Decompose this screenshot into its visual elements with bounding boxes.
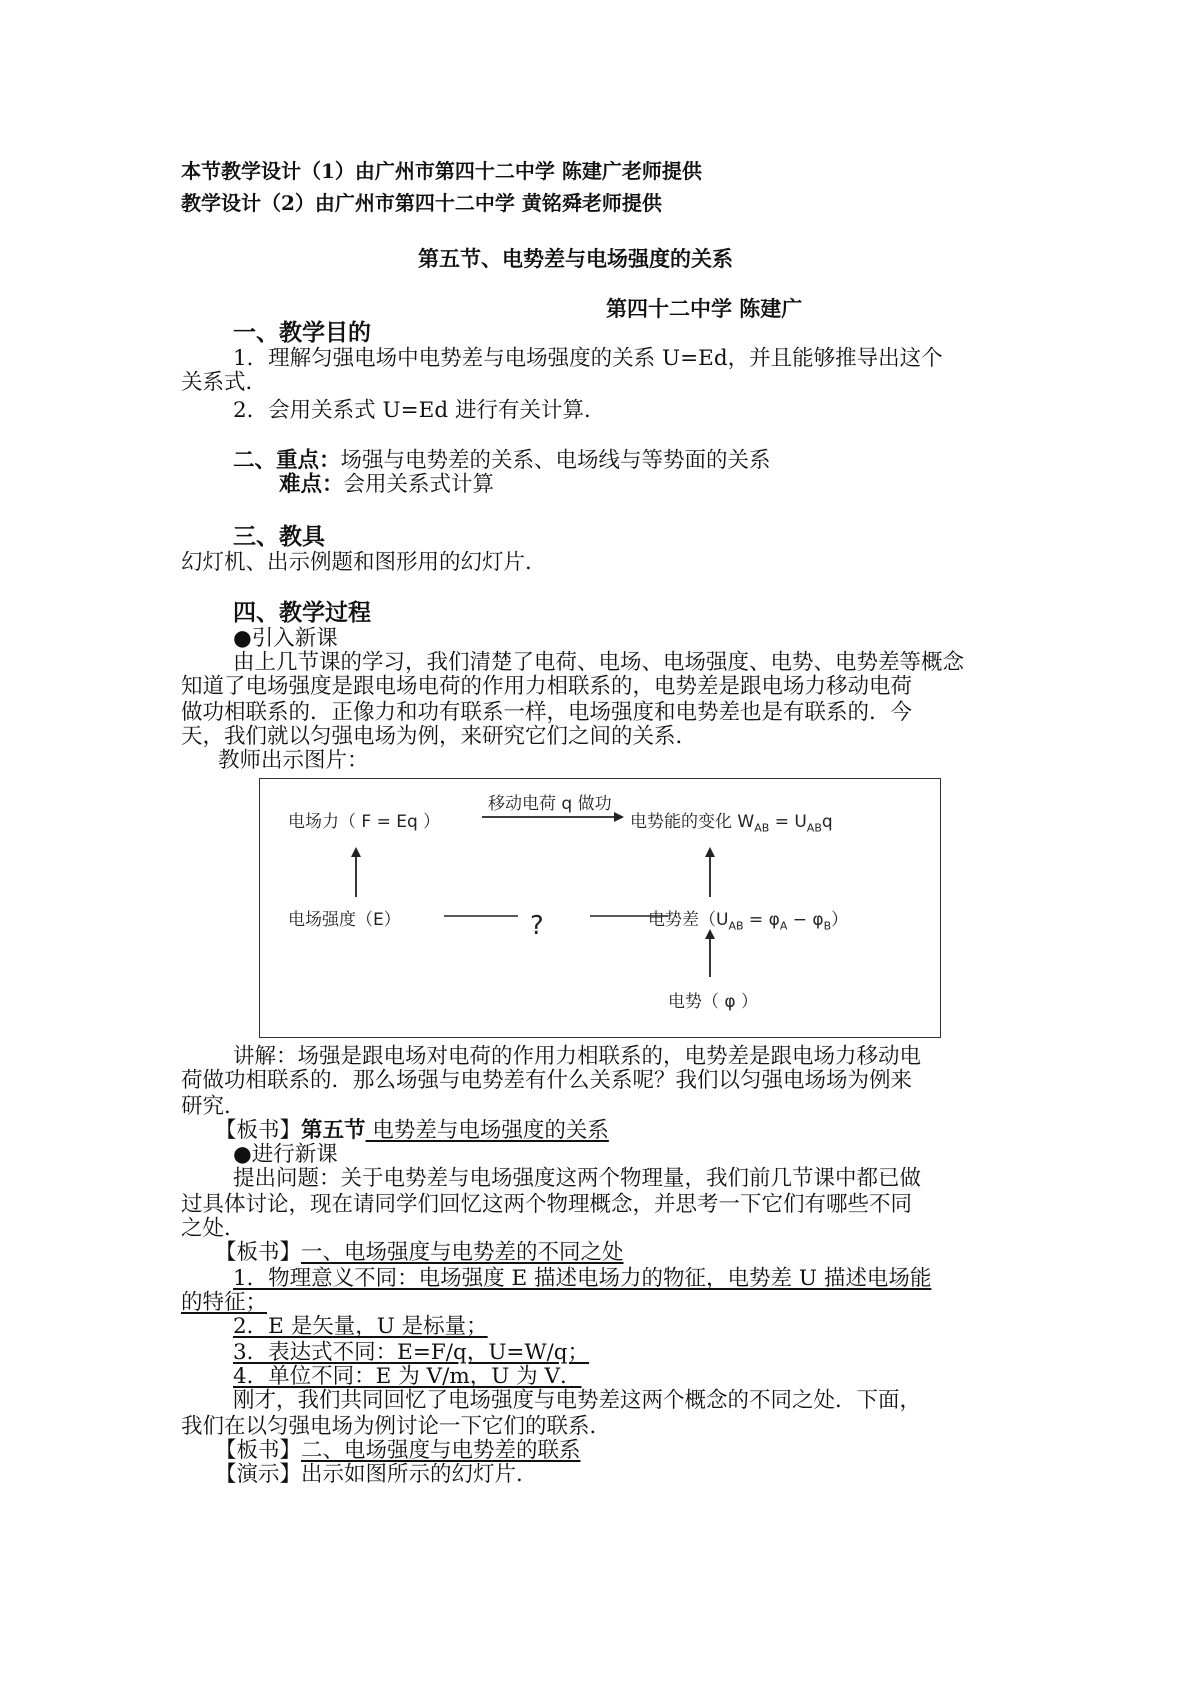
question-1: 提出问题：关于电势差与电场强度这两个物理量，我们前几节课中都已做 (233, 1166, 922, 1191)
demo-label: 【演示】 (215, 1462, 302, 1487)
objective-1-cont: 关系式． (181, 370, 268, 395)
intro-paragraph-3: 做功相联系的．正像力和功有联系一样，电场强度和电势差也是有联系的．今 (181, 700, 913, 725)
field-label: 电场强度（E） (288, 910, 401, 930)
board-2-title: 一、电场强度与电势差的不同之处 (301, 1240, 624, 1265)
tools-heading: 三、教具 (233, 523, 325, 550)
process-heading: 四、教学过程 (233, 599, 371, 626)
summary-1: 刚才，我们共同回忆了电场强度与电势差这两个概念的不同之处．下面， (233, 1388, 922, 1413)
objective-1: 1．理解匀强电场中电势差与电场强度的关系 U=Ed，并且能够推导出这个 (233, 346, 943, 371)
energy-q: q (821, 812, 833, 832)
pd-minus: − φ (787, 910, 824, 930)
energy-eq: = U (769, 812, 807, 832)
work-label: 移动电荷 q 做功 (488, 794, 612, 814)
board-1-label: 【板书】 (215, 1118, 302, 1143)
pd-close: ） (831, 910, 849, 930)
difference-2: 2．E 是矢量，U 是标量； (233, 1314, 488, 1339)
show-picture: 教师出示图片： (218, 748, 369, 773)
objective-2: 2．会用关系式 U=Ed 进行有关计算． (233, 398, 606, 423)
potential-label: 电势（ φ ） (668, 992, 759, 1012)
credit-line-2: 教学设计（2）由广州市第四十二中学 黄铭舜老师提供 (181, 191, 662, 215)
explain-2: 荷做功相联系的．那么场强与电势差有什么关系呢？我们以匀强电场场为例来 (181, 1068, 913, 1093)
board-1 (215, 1118, 609, 1144)
difference-1-cont: 的特征； (181, 1290, 268, 1315)
difficulty-text: 会用关系式计算 (343, 472, 495, 497)
demo-text: 出示如图所示的幻灯片． (301, 1462, 538, 1487)
new-lesson-bullet: ●进行新课 (233, 1142, 338, 1167)
demo (215, 1462, 538, 1488)
board-3-label: 【板书】 (215, 1438, 302, 1463)
energy-sub-2: AB (806, 821, 822, 835)
board-2-label: 【板书】 (215, 1240, 302, 1265)
credit-line-1: 本节教学设计（1）由广州市第四十二中学 陈建广老师提供 (181, 159, 702, 183)
pd-eq: = φ (743, 910, 780, 930)
summary-2: 我们在以匀强电场为例讨论一下它们的联系． (181, 1414, 612, 1439)
board-3 (215, 1438, 581, 1464)
difference-4: 4．单位不同：E 为 V/m，U 为 V． (233, 1364, 582, 1389)
tools-text: 幻灯机、出示例题和图形用的幻灯片． (181, 550, 547, 575)
board-1-title: 电势差与电场强度的关系 (365, 1118, 609, 1143)
board-3-title: 二、电场强度与电势差的联系 (301, 1438, 581, 1463)
explain-1: 讲解：场强是跟电场对电荷的作用力相联系的，电势差是跟电场力移动电 (233, 1044, 922, 1069)
pd-sub: AB (728, 919, 744, 933)
explain-3: 研究． (181, 1094, 246, 1119)
question-2: 过具体讨论，现在请同学们回忆这两个物理概念，并思考一下它们有哪些不同 (181, 1192, 913, 1217)
force-label: 电场力（ F = Eq ） (288, 812, 441, 832)
intro-bullet: ●引入新课 (233, 626, 338, 651)
author: 第四十二中学 陈建广 (606, 296, 803, 321)
pd-label (648, 905, 848, 932)
difference-3: 3．表达式不同：E=F/q，U=W/q； (233, 1340, 590, 1365)
pd-sub-b: B (823, 919, 832, 933)
keypoints-line (233, 448, 771, 474)
energy-text: 电势能的变化 W (630, 812, 755, 832)
intro-paragraph-1: 由上几节课的学习，我们清楚了电荷、电场、电场强度、电势、电势差等概念 (233, 650, 965, 675)
keypoints-heading: 二、重点： (233, 448, 341, 473)
intro-paragraph-4: 天，我们就以匀强电场为例，来研究它们之间的关系． (181, 724, 698, 749)
energy-sub-1: AB (754, 821, 770, 835)
page-title: 第五节、电势差与电场强度的关系 (418, 246, 733, 271)
objectives-heading: 一、教学目的 (233, 319, 371, 346)
difference-1: 1．物理意义不同：电场强度 E 描述电场力的物征，电势差 U 描述电场能 (233, 1266, 932, 1291)
board-1-section: 第五节 (301, 1118, 366, 1143)
keypoints-text: 场强与电势差的关系、电场线与等势面的关系 (340, 448, 771, 473)
intro-paragraph-2: 知道了电场强度是跟电场电荷的作用力相联系的，电势差是跟电场力移动电荷 (181, 674, 913, 699)
difficulty-line (279, 472, 494, 498)
concept-diagram (259, 778, 941, 1038)
pd-text: 电势差（U (648, 910, 729, 930)
board-2 (215, 1240, 624, 1266)
question-3: 之处． (181, 1216, 246, 1241)
pd-sub-a: A (779, 919, 788, 933)
difficulty-label: 难点： (279, 472, 344, 497)
energy-label (630, 807, 833, 834)
question-mark: ? (530, 911, 544, 941)
